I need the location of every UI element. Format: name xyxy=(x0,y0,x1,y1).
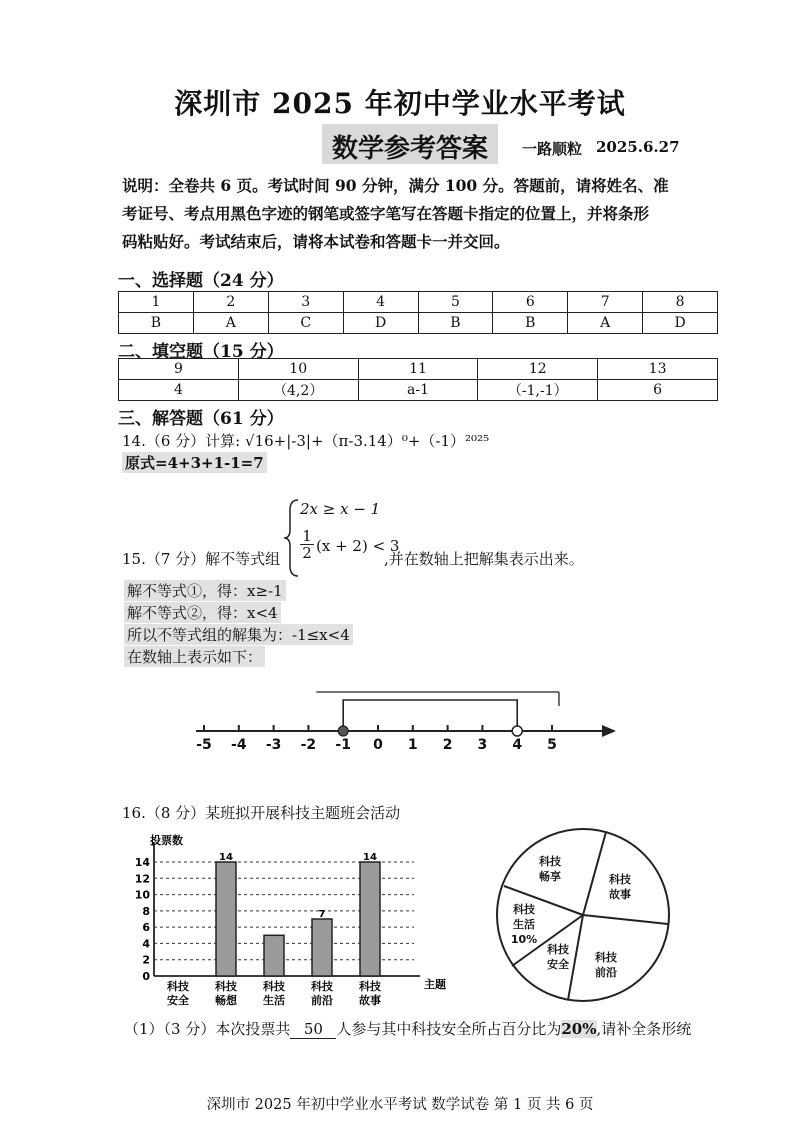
number-line-tick-label: 3 xyxy=(477,737,488,753)
bar xyxy=(360,862,380,976)
part1-blank-total: 50 xyxy=(290,1020,336,1039)
table-row xyxy=(119,380,718,401)
inequality-1: 2x ≥ x − 1 xyxy=(300,500,381,518)
page-title: 深圳市 2025 年初中学业水平考试 xyxy=(174,87,626,120)
section1-title: 一、选择题（24 分） xyxy=(118,271,284,291)
y-tick-label: 14 xyxy=(134,856,150,869)
x-tick-label: 科技生活 xyxy=(263,980,285,1007)
intro-line-3: 码粘贴好。考试结束后，请将本试卷和答题卡一并交回。 xyxy=(122,232,510,251)
table-cell: 13 xyxy=(598,359,718,380)
y-tick-label: 2 xyxy=(142,953,150,967)
q15-suffix: ,并在数轴上把解集表示出来。 xyxy=(384,550,584,568)
table-cell: 12 xyxy=(478,359,598,380)
y-tick-label: 10 xyxy=(134,888,150,902)
number-line-tick-label: -2 xyxy=(300,737,317,753)
bar xyxy=(264,935,284,976)
solution-bracket xyxy=(343,700,517,731)
x-tick-label: 科技前沿 xyxy=(311,980,333,1007)
table-cell: B xyxy=(493,313,568,334)
inequality-2-rest: (x + 2) < 3 xyxy=(316,537,400,555)
section2-title: 二、填空题（15 分） xyxy=(118,342,284,362)
q15-label: 15.（7 分）解不等式组 xyxy=(122,550,281,568)
table-row xyxy=(119,292,718,313)
table-cell: （-1,-1） xyxy=(478,380,598,401)
y-tick-label: 12 xyxy=(134,872,150,886)
number-line-tick-label: -1 xyxy=(335,737,351,753)
bar-value-label: 14 xyxy=(219,852,233,863)
q15-step-3: 所以不等式组的解集为：-1≤x<4 xyxy=(124,624,353,645)
x-tick-label: 科技安全 xyxy=(167,980,189,1007)
number-line-tick-label: 0 xyxy=(373,737,383,753)
exam-date: 2025.6.27 xyxy=(596,138,680,156)
q14-expression: √16+|-3|+（π-3.14）⁰+（-1）²⁰²⁵ xyxy=(245,432,490,450)
solid-point xyxy=(338,726,348,736)
open-point xyxy=(512,726,522,736)
q16-label: 16.（8 分）某班拟开展科技主题班会活动 xyxy=(122,804,401,822)
y-tick-label: 6 xyxy=(142,921,150,935)
pie-slice-label: 科技 故事 xyxy=(609,873,631,901)
number-line-tick-label: 4 xyxy=(512,737,523,753)
fill-answer-table xyxy=(118,358,718,401)
q14-answer: 原式=4+3+1-1=7 xyxy=(122,452,267,473)
q14-question xyxy=(122,430,489,451)
inequality-2-fraction xyxy=(300,528,314,561)
table-cell: 4 xyxy=(343,292,418,313)
number-line-tick-label: -3 xyxy=(265,737,282,753)
number-line-tick-label: 5 xyxy=(547,737,557,753)
fraction-denominator: 2 xyxy=(300,544,314,561)
q15-step-1: 解不等式①，得：x≥-1 xyxy=(124,580,286,601)
table-cell: 2 xyxy=(193,292,268,313)
table-cell: 1 xyxy=(119,292,194,313)
table-cell: a-1 xyxy=(358,380,478,401)
table-cell: 5 xyxy=(418,292,493,313)
part1-prefix: （1）（3 分）本次投票共 xyxy=(124,1020,291,1038)
table-cell: 3 xyxy=(268,292,343,313)
part1-suffix: ,请补全条形统 xyxy=(596,1020,692,1038)
author-name: 一路顺粒 xyxy=(522,140,583,158)
x-axis-label: 主题 xyxy=(424,978,446,991)
number-line-arrow-icon xyxy=(602,725,616,737)
table-cell: 7 xyxy=(568,292,643,313)
bar xyxy=(312,919,332,976)
intro-line-1: 说明：全卷共 6 页。考试时间 90 分钟，满分 100 分。答题前，请将姓名、准 xyxy=(122,176,669,195)
number-line-tick-label: -4 xyxy=(231,737,247,753)
number-line xyxy=(190,684,620,756)
y-tick-label: 8 xyxy=(142,904,150,918)
table-cell: 6 xyxy=(493,292,568,313)
fraction-numerator: 1 xyxy=(302,527,312,545)
table-cell: B xyxy=(418,313,493,334)
q16-part1 xyxy=(124,1018,691,1039)
q15-step-2: 解不等式②，得：x<4 xyxy=(124,602,281,623)
x-tick-label: 科技故事 xyxy=(359,980,381,1007)
table-cell: A xyxy=(193,313,268,334)
pie-slice-label: 科技 畅享 xyxy=(539,855,561,883)
table-cell: C xyxy=(268,313,343,334)
x-tick-label: 科技畅想 xyxy=(215,980,237,1007)
q15-step-4: 在数轴上表示如下： xyxy=(124,646,265,667)
table-row xyxy=(119,359,718,380)
table-cell: 9 xyxy=(119,359,239,380)
bar xyxy=(216,862,236,976)
system-brace xyxy=(282,498,302,578)
bar-chart xyxy=(120,832,460,1010)
part1-mid: 人参与其中科技安全所占百分比为 xyxy=(336,1020,562,1038)
table-cell: （4,2） xyxy=(238,380,358,401)
q14-label: 14.（6 分）计算: xyxy=(122,432,241,450)
table-cell: D xyxy=(343,313,418,334)
part1-percentage: 20% xyxy=(561,1020,597,1038)
page-subtitle: 数学参考答案 xyxy=(331,134,488,164)
table-cell: A xyxy=(568,313,643,334)
choice-answer-table xyxy=(118,291,718,334)
table-row xyxy=(119,313,718,334)
pie-slice-label: 科技 生活 10% xyxy=(510,903,538,946)
number-line-tick-label: 2 xyxy=(442,737,453,753)
y-tick-label: 4 xyxy=(142,937,150,951)
pie-slice-label: 科技 前沿 xyxy=(595,951,617,979)
bar-value-label: 14 xyxy=(363,852,377,863)
table-cell: 4 xyxy=(119,380,239,401)
table-cell: 11 xyxy=(358,359,478,380)
page-footer: 深圳市 2025 年初中学业水平考试 数学试卷 第 1 页 共 6 页 xyxy=(206,1097,594,1113)
number-line-tick-label: -5 xyxy=(196,737,212,753)
table-cell: D xyxy=(643,313,718,334)
table-cell: B xyxy=(119,313,194,334)
y-axis-label: 投票数 xyxy=(150,834,183,847)
table-cell: 10 xyxy=(238,359,358,380)
intro-line-2: 考证号、考点用黑色字迹的钢笔或签字笔写在答题卡指定的位置上，并将条形 xyxy=(122,204,650,223)
y-tick-label: 0 xyxy=(142,970,150,983)
table-cell: 6 xyxy=(598,380,718,401)
number-line-tick-label: 1 xyxy=(407,737,418,753)
pie-slice-label: 科技 安全 xyxy=(547,943,569,971)
bar-value-label: 7 xyxy=(318,909,326,920)
table-cell: 8 xyxy=(643,292,718,313)
section3-title: 三、解答题（61 分） xyxy=(118,409,284,429)
